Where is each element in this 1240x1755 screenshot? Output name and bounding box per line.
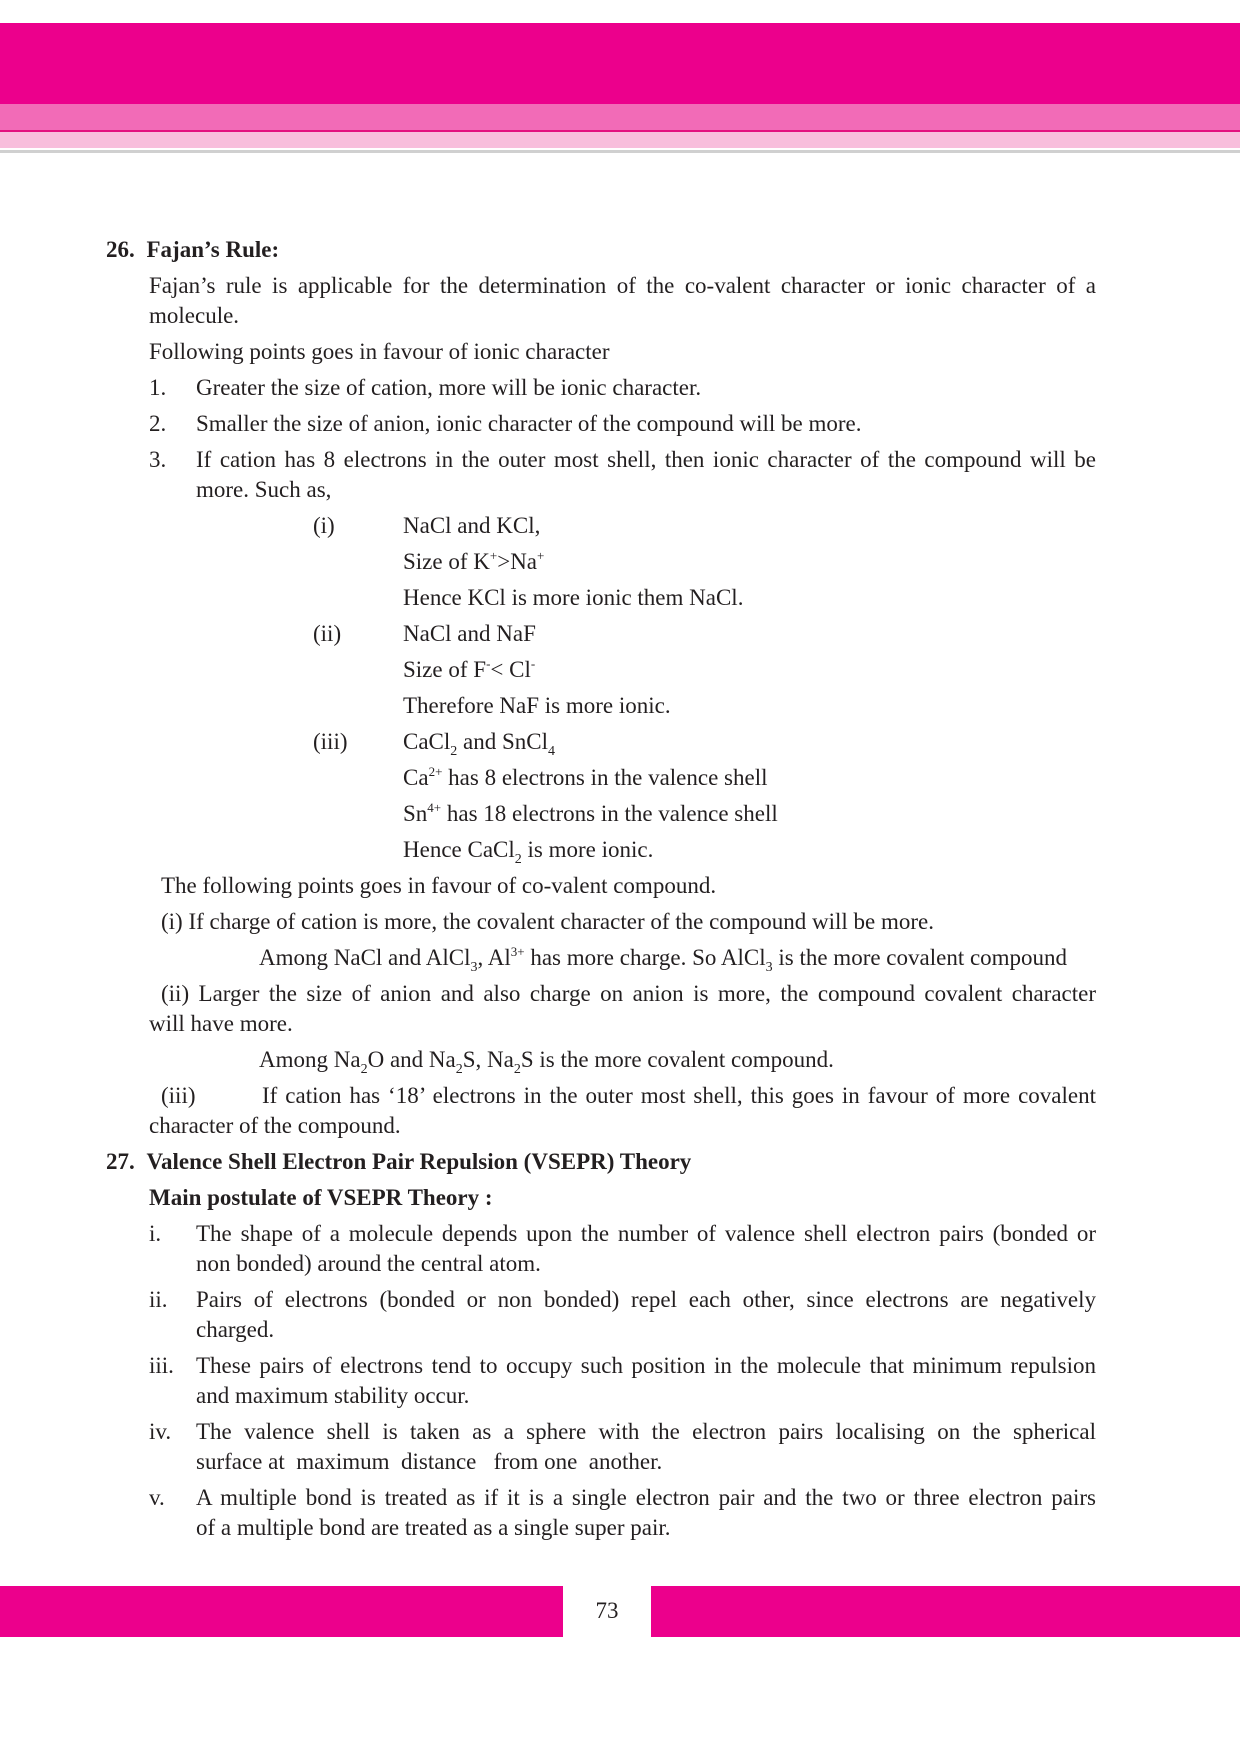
- example-2-line-3: Therefore NaF is more ionic.: [403, 693, 671, 718]
- covalent-point-1: (i) If charge of cation is more, the covalent character of the compound will be more.: [161, 909, 934, 934]
- example-1-number: (i): [313, 513, 335, 538]
- example-1-line-3: Hence KCl is more ionic them NaCl.: [403, 585, 744, 610]
- covalent-point-1-example: Among NaCl and AlCl$_3$, $Al^{3+}$ has more charge. So AlCl$_3$ is the more covalent compound: [259, 944, 1068, 975]
- header-band-pink: [0, 104, 1240, 130]
- point-3-text-2: more. Such as,: [196, 477, 332, 502]
- example-1-line-2: Size of K+>Na+: [403, 548, 545, 574]
- header-band-pale: [0, 132, 1240, 148]
- example-3-line-4: Hence CaCl$_2$ is more ionic.: [403, 837, 654, 867]
- point-1-text: Greater the size of cation, more will be ionic character.: [196, 375, 702, 400]
- intro-line-1: Fajan’s rule is applicable for the determination of the co-valent character or ionic character of a: [149, 273, 1096, 298]
- vsepr-item-4-number: iv.: [149, 1419, 172, 1444]
- vsepr-item-2-line-1: Pairs of electrons (bonded or non bonded) repel each other, since electrons are negatively: [196, 1287, 1096, 1312]
- vsepr-item-3-line-2: and maximum stability occur.: [196, 1383, 470, 1408]
- point-2-text: Smaller the size of anion, ionic character of the compound will be more.: [196, 411, 862, 436]
- covalent-point-2-line-2: will have more.: [149, 1011, 293, 1036]
- vsepr-item-1-number: i.: [149, 1221, 162, 1246]
- section-number: 26.: [106, 237, 135, 262]
- section-26-heading: [106, 234, 279, 266]
- footer-band-left: [0, 1586, 563, 1637]
- example-2-number: (ii): [313, 621, 342, 646]
- covalent-lead: The following points goes in favour of co-valent compound.: [161, 873, 717, 898]
- vsepr-item-4-line-1: The valence shell is taken as a sphere with the electron pairs localising on the spherical: [196, 1419, 1096, 1444]
- point-3-number: 3.: [149, 447, 167, 472]
- vsepr-item-1-line-2: non bonded) around the central atom.: [196, 1251, 541, 1276]
- example-2-line-1: NaCl and NaF: [403, 621, 536, 646]
- section-27-heading: [106, 1146, 691, 1178]
- footer-band-right: [651, 1586, 1240, 1637]
- covalent-point-2-example: Among $Na_2O$ and $Na_2S$, $Na_2S$ is the more covalent compound.: [259, 1047, 834, 1077]
- vsepr-item-3-number: iii.: [149, 1353, 174, 1378]
- section-title: Fajan’s Rule:: [146, 237, 280, 262]
- page-number: 73: [595, 1598, 619, 1623]
- vsepr-subtitle: Main postulate of VSEPR Theory :: [149, 1185, 493, 1210]
- example-3-line-3: $Sn^{4+}$ has 18 electrons in the valence shell: [403, 800, 778, 826]
- covalent-point-3-line-2: character of the compound.: [149, 1113, 401, 1138]
- vsepr-item-5-line-1: A multiple bond is treated as if it is a single electron pair and the two or three electron pairs: [196, 1485, 1096, 1510]
- covalent-point-3-line-1: If cation has ‘18’ electrons in the outer most shell, this goes in favour of more covalent: [262, 1083, 1096, 1108]
- point-1-number: 1.: [149, 375, 167, 400]
- section-number: 27.: [106, 1149, 135, 1174]
- vsepr-item-2-line-2: charged.: [196, 1317, 275, 1342]
- vsepr-item-5-number: v.: [149, 1485, 165, 1510]
- section-title: Valence Shell Electron Pair Repulsion (VSEPR) Theory: [146, 1149, 692, 1174]
- example-3-number: (iii): [313, 729, 348, 754]
- example-3-line-2: $Ca^{2+}$ has 8 electrons in the valence shell: [403, 764, 768, 790]
- covalent-point-2-line-1: (ii) Larger the size of anion and also charge on anion is more, the compound covalent character: [161, 981, 1096, 1006]
- vsepr-item-2-number: ii.: [149, 1287, 168, 1312]
- example-3-line-1: CaCl$_2$ and SnCl$_4$: [403, 729, 556, 759]
- vsepr-item-5-line-2: of a multiple bond are treated as a single super pair.: [196, 1515, 671, 1540]
- ionic-lead: Following points goes in favour of ionic character: [149, 339, 610, 364]
- vsepr-item-4-line-2: surface at maximum distance from one another.: [196, 1449, 663, 1474]
- vsepr-item-3-line-1: These pairs of electrons tend to occupy such position in the molecule that minimum repulsion: [196, 1353, 1096, 1378]
- header-band-magenta: [0, 23, 1240, 104]
- intro-line-2: molecule.: [149, 303, 240, 328]
- vsepr-item-1-line-1: The shape of a molecule depends upon the number of valence shell electron pairs (bonded or: [196, 1221, 1096, 1246]
- header-rule-gray: [0, 150, 1240, 153]
- point-3-text-1: If cation has 8 electrons in the outer most shell, then ionic character of the compound will be: [196, 447, 1096, 472]
- example-1-line-1: NaCl and KCl,: [403, 513, 541, 538]
- point-2-number: 2.: [149, 411, 167, 436]
- covalent-point-3-number: (iii): [161, 1083, 196, 1108]
- example-2-line-2: Size of F-< Cl-: [403, 656, 536, 682]
